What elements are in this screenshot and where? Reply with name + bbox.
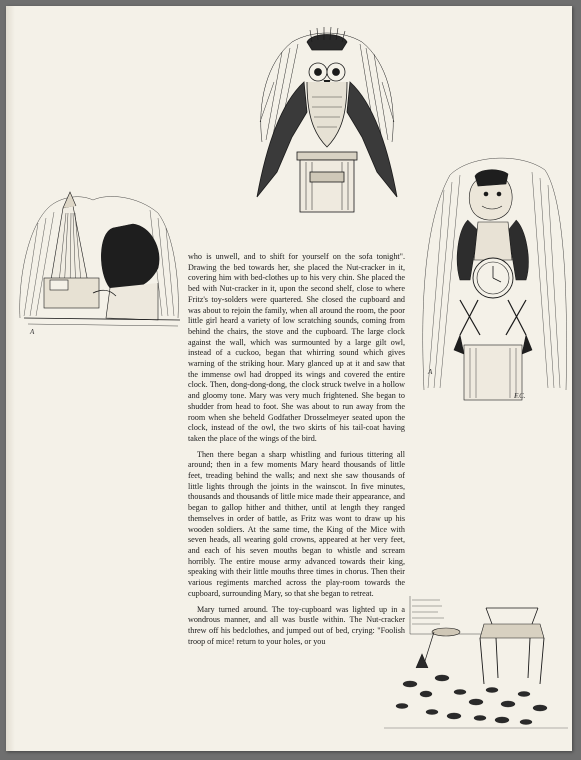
paragraph-3: Mary turned around. The toy-cupboard was lighted up in a wondrous manner, and all was bustle within. The Nut-cracker threw off his bedclothes, and jumped out of bed, crying: "Foolish troop of mice! return to your holes, or you — [188, 604, 405, 646]
story-text-column — [188, 252, 405, 647]
mice-army-illustration — [380, 594, 570, 730]
girl-with-bed-illustration — [18, 188, 183, 338]
paragraph-2: Then there began a sharp whistling and furious tittering all around; then in a few moments Mary heard thousands of little feet, treading behind the walls; and next she saw thousands of little lights through the joints in the wainscot. In five minutes, thousands and thousands of little mice made their appearance, and began to gallop hither and thither, until at length they ranged themselves in order of battle, as Fritz was wont to draw up his wooden soldiers. At the same time, the King of the Mice with seven heads, all wearing gold crowns, appeared at her very feet, and each of his seven mouths began to whistle and scream horribly. The entire mouse army advanced towards their king, speaking with their little mouths three times in chorus. Then their various regiments marched across the play-room towards the cupboard, surrounding Mary, so that she began to retreat. — [188, 449, 405, 598]
svg-text:A: A — [428, 368, 433, 376]
svg-text:A: A — [30, 328, 35, 336]
page-gutter — [6, 6, 15, 751]
drosselmeyer-clock-illustration — [420, 150, 570, 405]
illustrator-signature: F.C. — [514, 392, 526, 400]
paragraph-1: who is unwell, and to shift for yourself on the sofa tonight". Drawing the bed towards her, she placed the Nut-cracker in it, covering him with bed-clothes up to his very chin. She placed the bed with Nut-cracker in it, upon the second shelf, close to where Fritz's toy-solders were quartered. She closed the cupboard and was about to rejoin the family, when all around the room, the poor little girl heard a variety of low scratching sounds, coming from behind the chairs, the stove and the cupboard. The large clock against the wall, which was surmounted by a large gilt owl, instead of a cuckoo, began that whirring sound which gives warning of the striking hour. Mary glanced up at it and saw that the immense owl had dropped its wings and covered the entire clock. Then, dong-dong-dong, the clock struck twelve in a hollow and gloomy tone. Mary was very much frightened. She began to shudder from head to foot. She was about to run away from the room when she beheld Godfather Drosselmeyer seated upon the clock, instead of the owl, the two skirts of his tail-coat having taken the place of the wings of the bird. — [188, 252, 405, 443]
owl-clock-illustration — [252, 22, 402, 217]
